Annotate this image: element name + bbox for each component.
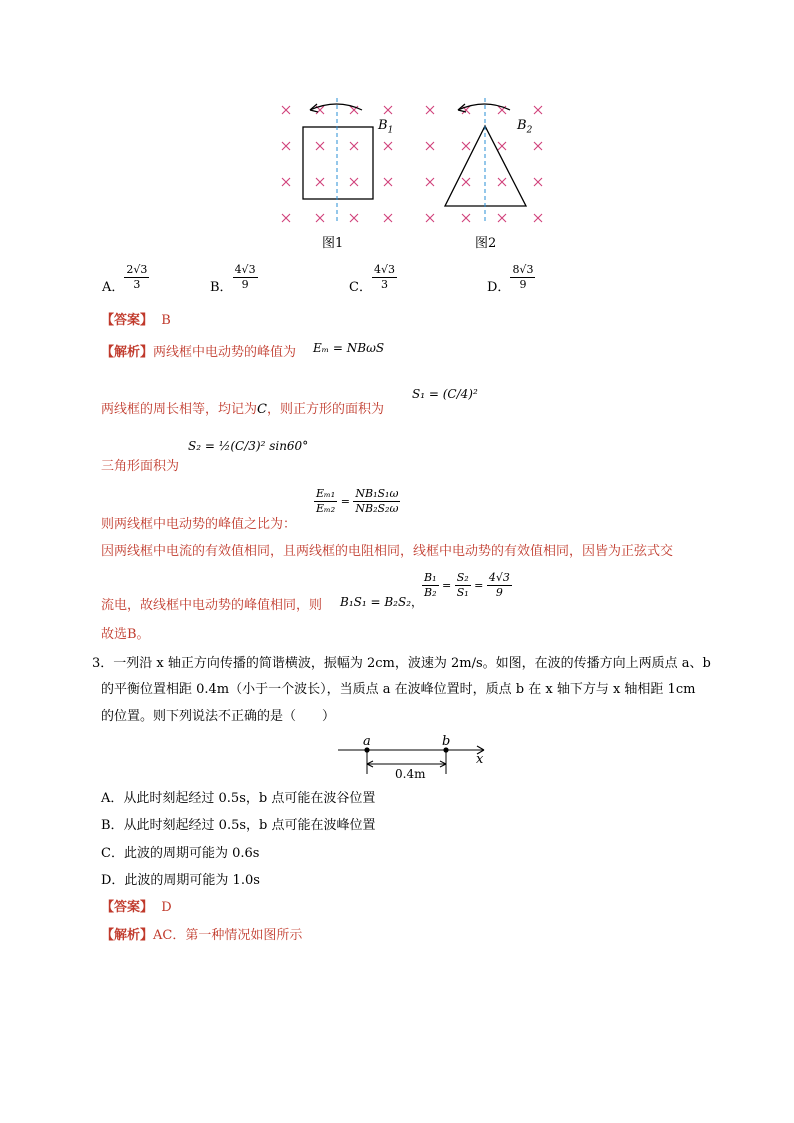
q2-analysis-line5: 因两线框中电流的有效值相同，且两线框的电阻相同，线框中电动势的有效值相同，因皆为正弦式交 (101, 544, 674, 559)
q2-analysis-line1: 【解析】两线框中电动势的峰值为 (101, 345, 297, 360)
label-b: b (442, 734, 451, 749)
q2-analysis-line3: 三角形面积为 (101, 459, 180, 474)
formula-b1s1: B₁S₁ = B₂S₂， (340, 595, 424, 609)
q3-stem-line3: 的位置。则下列说法不正确的是（ ） (101, 709, 336, 724)
q2-analysis-line2: 两线框的周长相等，均记为C，则正方形的面积为 (101, 402, 384, 417)
q3-stem-line2: 的平衡位置相距 0.4m（小于一个波长），当质点 a 在波峰位置时，质点 b 在 x 轴下方与 x 轴相距 1cm (101, 682, 696, 697)
option-a: A． $\frac{2√3}{3}$ (102, 263, 148, 295)
q3-stem-line1: 3．一列沿 x 轴正方向传播的简谐横波，振幅为 2cm，波速为 2m/s。如图，在波的传播方向上两质点 a、b (92, 656, 711, 671)
q3-option-d: D．此波的周期可能为 1.0s (101, 873, 260, 888)
q3-answer: 【答案】 D (101, 900, 172, 915)
square-frame (303, 127, 373, 199)
q3-option-a: A．从此时刻起经过 0.5s，b 点可能在波谷位置 (101, 791, 376, 806)
q3-option-b: B．从此时刻起经过 0.5s，b 点可能在波峰位置 (101, 818, 376, 833)
q3-option-c: C．此波的周期可能为 0.6s (101, 846, 260, 861)
option-d: D． $\frac{8√3}{9}$ (487, 263, 534, 295)
q2-analysis-line7: 故选B。 (101, 627, 150, 642)
triangle-frame (445, 126, 526, 206)
label-distance: 0.4m (395, 767, 426, 781)
formula-s1: S₁ = (C/4)² (412, 387, 478, 401)
q2-analysis-line4: 则两线框中电动势的峰值之比为： (101, 517, 297, 532)
label-x: x (476, 752, 484, 767)
fig2-caption: 图2 (475, 236, 497, 251)
formula-ratio: $\frac{\text{Eₘ₁}}{\text{Eₘ₂}}$ = $\frac{\text{NB₁S₁ω}}{\text{NB₂S₂ω}}$ (316, 487, 399, 515)
option-b: B． $\frac{4√3}{9}$ (210, 263, 256, 295)
label-b2: $B_2$ (517, 118, 533, 136)
label-a: a (363, 734, 371, 749)
formula-em: Eₘ = NBωS (313, 341, 385, 355)
fig1-caption: 图1 (322, 236, 344, 251)
q2-analysis-line6: 流电，故线框中电动势的峰值相同，则 (101, 598, 323, 613)
label-b1: $B_1$ (378, 118, 394, 136)
q3-analysis: 【解析】AC．第一种情况如图所示 (101, 928, 303, 943)
formula-s2: S₂ = ½(C/3)² sin60° (188, 439, 309, 453)
q2-answer: 【答案】 B (101, 313, 171, 328)
option-c: C． $\frac{4√3}{3}$ (349, 263, 395, 295)
formula-b-ratio: $\frac{\text{B₁}}{\text{B₂}}$ = $\frac{\text{S₂}}{\text{S₁}}$ = $\frac{4√3}{9}$ (424, 571, 510, 599)
